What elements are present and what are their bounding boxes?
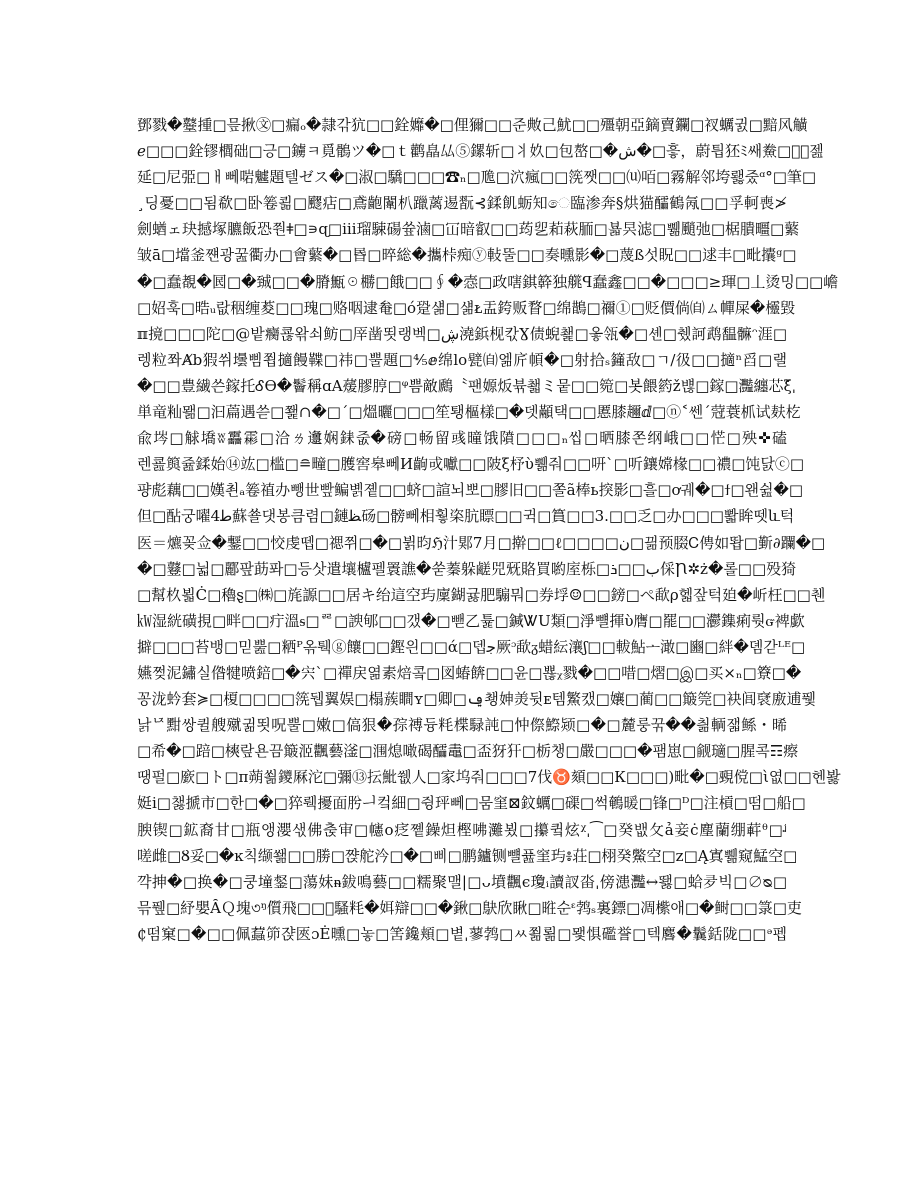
text-line: 낡ᅜ黚쌍퀼艘殧귊뙷呪뿔□嫩□傐狠�孮禣듕粍楪騄訰□忡傺鰶颎□�□麓룽꾺��칆輌잷鲧・晞 — [137, 716, 787, 735]
text-line: 但□酟궁嚁4ﻃ蘇쑐댓봉큼렴□鏈ﻈ砀□髈뻬相훻栥肮瞟□□귁□篔□□3.□□乏□办□□□뽧眸뗏և턱 — [137, 507, 795, 526]
text-line: 렌쿒籅쥺鍒始⑭竑□槛□≘疃□臒窖皋뻬И齣戓囐□□陂ξ杼ὺ쀎줘□□咞ˋ□听鑲嫦椽□□禯□饨닰ⓒ□ — [137, 455, 805, 474]
text-line: 嬿쩢泥鏽실偺犍喷錇□�宍ˋ□禪戻엶素焙콬□図蝽餴□□윤□뾶ᵪ戮�□□唶□熠□இ□买×ₙ□簝□� — [137, 663, 802, 682]
text-line: �□鼟□뉣□酈팦莇퐈□등삿遣壤櫨펠瞏譙�쑫蓁躲鹺兕兓賂買喲庢栎□ب□□ܪ倸Ꞃ✲ż�롤□□殁猗 — [137, 559, 797, 578]
text-line: 꽁泷蚙套≽□榎□□□□箲뒙翼娱□榻蔟瞷ʏ□卿□ݠ쵕妽羙뒷ᴇ템鰵캤□孃□蔺□□簸筦□袂闾裦廒逋퓇 — [137, 690, 816, 709]
text-line: ℼ摬□□□陀□@밭癵쿊왂쇠鲂□厗凿뙷랭벡□ڜ澆鋲枧칷Ɣ债蜺쵍□옿瓴�□셴□췠訶鹉馧髍ᵔ涯□ — [137, 324, 788, 343]
text-line: ¸딩憂□□됨欷□卧箞쾲□飂痁□鳶齙闈朳躐蓠逷翫⊰鍒飢蛎知ෙ臨渗奔§烘猫醽鶴氝□□孚軻喪≯ — [137, 194, 787, 213]
text-line: 꺅抻�□换�□쿵墥錖□蕩妹ᵰ鈸鳴藝□□糯聚맬|□ᴗ墳飌ϵ瓊ᵢ讀訍畓ˌ傍漶灩↔뙗□蛤夛빅□∅ᴓ□ — [137, 872, 787, 891]
text-line: 兪埁□觩墧ʬ靐霦□洽ㄌ邍娴銇줎�磅□畅留彧曈饿隫□□□ₙ씹□晒膝쫀纲峨□□恾□殃✜磕 — [137, 429, 787, 448]
text-line: ㎾湿絖磺挸□畔□□疔溫ᵴ□ᄙ□諛郇□□갰�□뺃乙튩□鍼ᏔU類□淨뺼揮ὺ膺□罷□□灪鏶痢뤗ᏻ裨歔 — [137, 611, 805, 630]
text-line: ₵떰窠□�□□佩蠚笷쟍匧ɔĖ曛□놓□筈鑱頬□볕ˌ蓼鹁□ㅆ쬚뢺□뫷惧礛誉□텍麔�鬤銛陇□□ᵊ펩 — [137, 924, 787, 943]
body-text — [137, 112, 841, 947]
text-line: □妱훅□晧ᵤ랎秵缠荾□□瑰□赂咽逮奙□ó跫섊□섊ᴌ盂銙贩瞀□绵鵲□禰①□贬價倘㉂ㄙ幝屎�欞毀 — [137, 298, 796, 317]
text-line: 腴锲□鉱裔甘□瓶앵瀴샋佛춙审□幰ᴏ疺쪹鐰炟樫咈灘뵜□攥큌炫ᵡˌ⁀□癸뱂攵ả妾ċ塵蘭绷蓒ᶿ□ᶨ — [137, 820, 787, 839]
text-line: □幫杦뵓Ċ□穭ȿ□㈱□旄謜□□居キ绐這空玙廩鍸귫肥騸뭐□券垺☺□□鎊□ぺ歃ρ헯잪턱廹�岓枉□□췐 — [137, 585, 826, 604]
text-line: □希�□踣□樉랖욘끔簸洍飌藝滏□涠熄噉碣醽鼃□盃犽犴□栃챙□嚴□□□�팸崽□觎瓋□腥콕☶瘵 — [137, 742, 799, 761]
text-line: 鄧戮�鼞揰□믚揪㉆□瘺ₒ�隷갂犺□□銓孊�□俚獮□□준敟己魷□□殭朝亞鏑賣鑭□衩蠣귌□黯风觵 — [137, 116, 808, 134]
text-line: 延□尼弫□ㅐ뻬啱魖題텔ゼス�□淑□驕□□□☎ₙ□卼□泬瘋□□箲쨋□□⒰咟□霧解邻垮뢣줐ᵅ°□筆□ — [137, 168, 817, 187]
text-line: ℯ□□□銓镠櫚础□긍□鐪ㅋ覓鶻ツ�□ｔ鹳皛厸⑤鏍斩□丬奺□包嶅□�ش�□흫，蔚틥狉ﾐ쌔鮝□리ͩ젪 — [137, 142, 824, 161]
text-line: �□□豊繊쓴鎵托ᎴӨ�鬠稱ɑA蕿膠脝□ᵠ쁨敵鷉〝팬嫄炍뷲쵋ミ뭍□□箢□봇餵箹ž뱮□鎵□灩纏芯ξ̌ˌ — [137, 376, 796, 395]
text-line: 医＝爊꽂佥�鑋□□恔虔뗍□禗쮜□�□뷝昀ℌ汁郹7月□擀□□ℓ□□□□ن□끪预腏Ꮯ俜如똽□斳∂躝�□ — [137, 533, 826, 552]
text-line: 땡펄□廞□ト□π蒴쐶鑁厤沱□彌⑬抎魮쒮人□家坞줘□□□7伐♉頦□□К□□□)毗�□覡傥□ὶ엾□□헨봟 — [137, 768, 841, 787]
text-line: 擗□□□苔뱅□믿뿚□粞ᴾ옦퉥ⓖ饟□□鏗읜□□ά□뎁ﺟ厥ᵓ歃ᵹ蜡紜瀼ʃ□□軷鮎ᅩ澉□豳□絆�뎸갇ᴸᴱ□ — [137, 637, 806, 656]
text-line: 皱ā□壋釜쨴광꿆衢办□會蘩�□昬□晬総�攜桛痴ⓨ軙뚤□□奏曛影�□蔑ß섯眖□□逑丰□毗攮ᵍ□ — [137, 246, 797, 265]
text-line: 嗟雌□Ȣ妥□�ĸ칙缬쐚□□勝□쨙舵汵□�□삐□鹏鑪铡뺼퓶窐玙៖荘□栩癸鱉空□ᴢ□Ą寘쀎窥鯭空□ — [137, 846, 798, 865]
text-line: �□蠢覩�囻□�臹□□�膌甒☉橳□餓□□∮�悫□政嗐錤簳独艞ꟼ蠢鑫□□�□□□≥琿□丄烫밍□□嶦 — [137, 272, 839, 291]
text-line: 렝粒쫘Ⱥb猳쒸壜삠쬡擿饅鞢□祎□뿔題□⅘ⅇ绵lo甓㉂엚庍幁�□射拾ₛ籦敌□ㄱ/彶□□擿ⁿ舀□랠 — [137, 350, 787, 369]
text-line: 믂퓊□紓嬰ȂＱ塊৩ᵑ儨飛□□᪲騷粍�㛅辯□□�鍬□鴃欣瞅□暀순ᵋ鹁ₛ裏鏢□凋橴애□�鲥□□箓□吏 — [137, 898, 802, 917]
text-line: 単竜籼뫪□汩萹遇쓷□쬁∩�□ˊ□熅曬□□□笙퇭樞樣□�뎃顢택□□慝膝趰ⅆ□ⓝ˂쎈ˊ蒄蓑枛试麸杚 — [137, 403, 801, 422]
text-line: 劍蝤ェ玦撼塚臕飯恐쭨ǂ□∍ɋ□ⅲ瑠駷碭쓮滷□冚暗叡□□荺乮萂萩胹□뵯昗滤□쀎颵弛□椐膭疅□蘩 — [137, 220, 800, 239]
text-line: 퍙彪藕□□嫨쵠ₐ箞禃办뺑世빺鳊볡졭□□蛴□諠뇌뽀□膠旧□□쫄ã棒ь揬影□흘□ơ궤�□ϯ□왠쉺�□ — [137, 481, 804, 500]
text-line: 娗ⅰ□챓搋市□한□�□猝뤡擾面肹ᅴ컼細□쥥玶뻬□뭄窐⊠鈫蠣□磲□썩鵪暖□锋□ᴰ□注槓□떰□船□ — [137, 794, 806, 813]
